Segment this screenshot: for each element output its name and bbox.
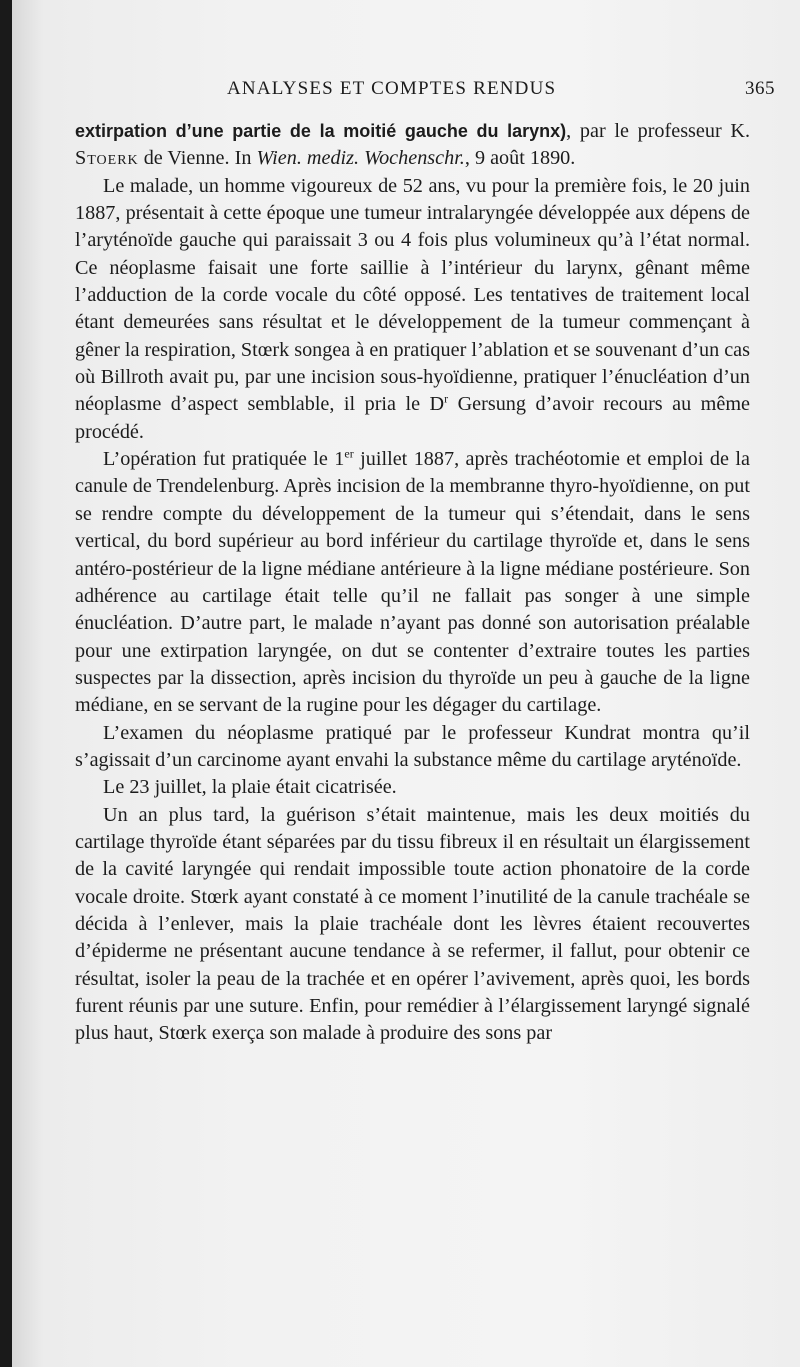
citation-text-b: de Vienne. In [138,147,257,170]
bold-lead: extirpation d’une partie de la moitié gauche du larynx) [75,121,567,141]
paragraph-3-text-b: juillet 1887, après trachéotomie et emploi de la canule de Trendelenburg. Après incision de la membranne thyro-hyoïdienne, on put se rendre compte du développement de la tumeur qui s’étendait, dans le sens vertical, du bord supérieur au bord inférieur du cartilage thyroïde et, dans le sens antéro-postérieur de la ligne médiane antérieure à la ligne médiane postérieure. Son adhérence au cartilage était telle qu’il ne fallait pas songer à une simple énucléation. D’autre part, le malade n’ayant pas donné son autorisation préalable pour une extirpation laryngée, on dut se contenter d’extraire toutes les parties suspectes par la dissection, après incision du thyroïde un peu à gauche de la ligne médiane, en se servant de la rugine pour les dégager du cartilage. [75,448,750,717]
paragraph-2-text: Le malade, un homme vigoureux de 52 ans, vu pour la première fois, le 20 juin 1887, présentait à cette époque une tumeur intralaryngée développée aux dépens de l’aryténoïde gauche qui paraissait 3 ou 4 fois plus volumineux qu’à l’état normal. Ce néoplasme faisait une forte saillie à l’intérieur du larynx, gênant même l’adduction de la corde vocale du côté opposé. Les tentatives de traitement local étant demeurées sans résultat et le développement de la tumeur commençant à gêner la respiration, Stœrk songea à en pratiquer l’ablation et se souvenant d’un cas où Billroth avait pu, par une incision sous-hyoïdienne, pratiquer l’énucléation d’un néoplasme d’aspect semblable, il pria le D [75,174,750,416]
paragraph-operation [75,446,750,719]
citation-text-c: , 9 août 1890. [464,147,576,170]
paragraph-2-sup: r [444,391,449,406]
paragraph-follow-up: Un an plus tard, la guérison s’était maintenue, mais les deux moitiés du cartilage thyroïde étant séparées par du tissu fibreux il en résultait un élargissement de la cavité laryngée qui rendait impossible toute action phonatoire de la corde vocale droite. Stœrk ayant constaté à ce moment l’inutilité de la canule trachéale se décida à l’enlever, mais la plaie trachéale dont les lèvres étaient recouvertes d’épiderme ne présentant aucune tendance à se refermer, il fallut, pour obtenir ce résultat, isoler la peau de la trachée et en opérer l’avivement, après quoi, les bords furent réunis par une suture. Enfin, pour remédier à l’élargissement laryngé signalé plus haut, Stœrk exerça son malade à produire des sons par [75,803,750,1045]
article-body [75,118,750,1048]
running-head [227,78,787,100]
running-head-title: ANALYSES ET COMPTES RENDUS [227,78,557,99]
paragraph-3-text-a: L’opération fut pratiquée le 1 [103,448,345,471]
paragraph-3-sup: er [344,446,354,461]
paragraph-examination: L’examen du néoplasme pratiqué par le professeur Kundrat montra qu’il s’agissait d’un carcinome ayant envahi la substance même du cartilage aryténoïde. [75,721,750,771]
citation-journal: Wien. mediz. Wochenschr. [256,147,465,170]
citation-author: Stoerk [75,147,139,170]
paragraph-case-history [75,173,750,446]
book-page [12,0,800,1367]
citation-text-a: , par le professeur K. [566,120,750,142]
page-number: 365 [745,78,775,99]
paragraph-2-end: Gersung d’avoir recours au même procédé. [75,393,750,443]
paragraph-healing: Le 23 juillet, la plaie était cicatrisée. [103,776,397,799]
paragraph-citation [75,118,750,173]
